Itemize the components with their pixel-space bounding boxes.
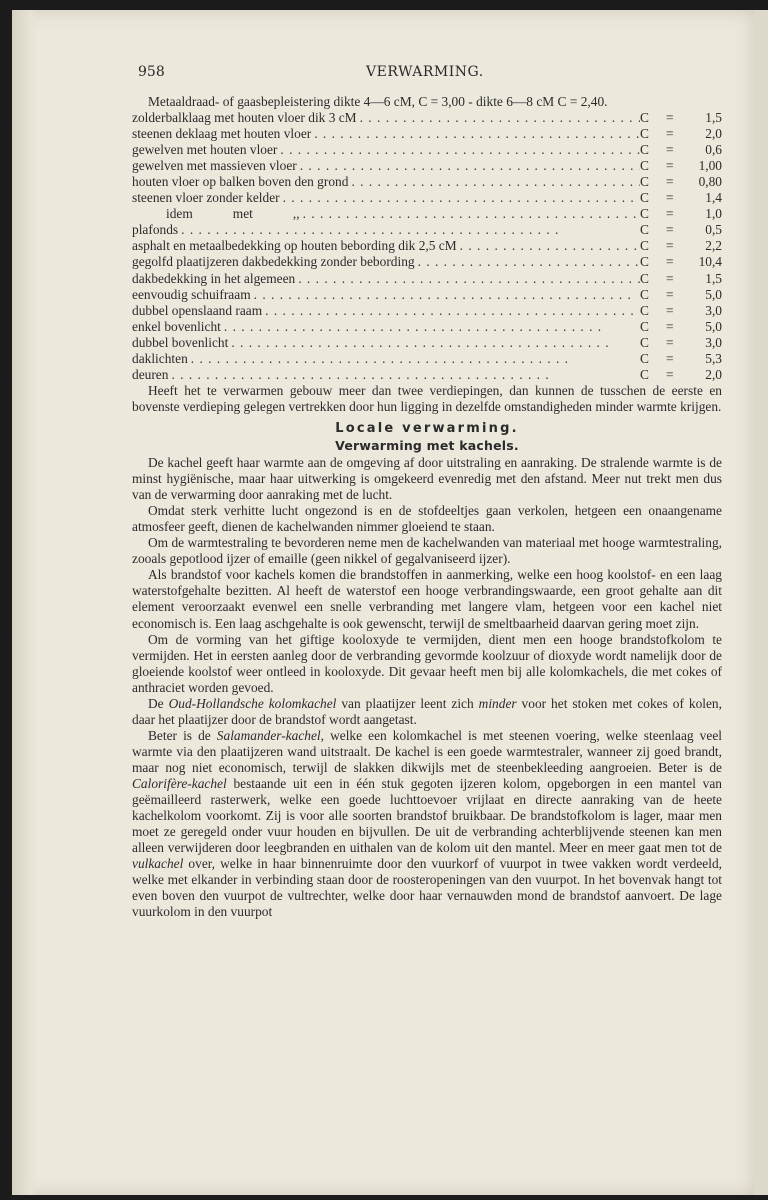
row-label: plafonds — [132, 222, 179, 238]
table-row: plafonds . . . C = 0,5 — [132, 222, 722, 238]
section-subtitle: Verwarming met kachels. — [335, 437, 519, 453]
row-value: 2,0 — [705, 366, 722, 382]
paragraph-after-table: Heeft het te verwarmen gebouw meer dan twee verdiepingen, dan kunnen de tusschen de eerste en bovenste verdieping gelegen vertrekken door hun ligging in dezelfde omstandigheden minder warmte krijgen. — [132, 382, 722, 414]
row-value: 0,6 — [705, 142, 722, 158]
row-value: 5,0 — [705, 318, 722, 334]
row-value: 0,5 — [705, 222, 722, 238]
table-row: enkel bovenlicht . . . C = 5,0 — [132, 319, 722, 335]
table-row: dubbel bovenlicht . . . C = 3,0 — [132, 335, 722, 351]
row-value: 2,2 — [705, 238, 722, 254]
row-value: 1,5 — [705, 270, 722, 286]
term-salamander-kachel: Salamander-kachel — [216, 727, 321, 743]
table-row: gewelven met massieven vloer . . . C = 1,00 — [132, 158, 722, 174]
row-label: dubbel bovenlicht — [132, 334, 229, 350]
term-minder: minder — [478, 695, 517, 711]
row-label: asphalt en metaalbedekking op houten bebording dik 2,5 cM — [132, 238, 457, 254]
table-row: idem met ,, . . . C = 1,0 — [132, 206, 722, 222]
row-value: 3,0 — [705, 334, 722, 350]
table-row: eenvoudig schuifraam . . . C = 5,0 — [132, 287, 722, 303]
row-value: 10,4 — [698, 254, 722, 270]
page-header — [138, 64, 728, 84]
row-label: idem met ,, — [166, 206, 300, 222]
paragraph: De Oud-Hollandsche kolomkachel van plaatijzer leent zich minder voor het stoken met cokes of kolen, daar het plaatijzer door de brandstof wordt aangetast. — [132, 695, 722, 727]
table-row: daklichten . . . C = 5,3 — [132, 351, 722, 367]
row-value: 0,80 — [698, 174, 722, 190]
coefficient-table — [132, 110, 722, 383]
row-value: 1,5 — [705, 110, 722, 126]
paragraph: Als brandstof voor kachels komen die brandstoffen in aanmerking, welke een hoog koolstof- en een laag waterstofgehalte bezitten. Al heeft de waterstof een hooge verbrandingswaarde, een groot gehalte aan dit element veroorzaakt evenwel een snelle verbranding met langere vlam, hetgeen voor een kachel niet economisch is. Een laag aschgehalte is ook gewenscht, terwijl de smeltbaarheid daarvan gering moet zijn. — [132, 567, 722, 631]
row-value: 5,0 — [705, 286, 722, 302]
row-label: deuren — [132, 366, 169, 382]
row-label: dubbel openslaand raam — [132, 302, 263, 318]
page-number: 958 — [138, 64, 165, 80]
row-label: steenen vloer zonder kelder — [132, 190, 280, 206]
table-row: dubbel openslaand raam . . . C = 3,0 — [132, 303, 722, 319]
adjacent-page-edge — [754, 10, 768, 1195]
page-gutter-shadow — [12, 10, 38, 1195]
row-label: steenen deklaag met houten vloer — [132, 126, 312, 142]
paragraph: De kachel geeft haar warmte aan de omgeving af door uitstraling en aanraking. De stralende warmte is de minst hygiënische, maar haar uitwerking is omgekeerd evenredig met den afstand. Meer nut trekt men dus van de verwarming door aanraking met de lucht. — [132, 455, 722, 503]
table-row: asphalt en metaalbedekking op houten bebording dik 2,5 cM . . . C = 2,2 — [132, 238, 722, 254]
row-value: 3,0 — [705, 302, 722, 318]
row-label: gewelven met houten vloer — [132, 142, 278, 158]
page-body — [132, 94, 722, 920]
term-calorifere-kachel: Calorifère-kachel — [132, 775, 227, 791]
intro-line: Metaaldraad- of gaasbepleistering dikte 4—6 cM, C = 3,00 - dikte 6—8 cM C = 2,40. — [148, 94, 608, 109]
row-label: houten vloer op balken boven den grond — [132, 174, 349, 190]
term-vulkachel: vulkachel — [132, 856, 184, 872]
table-row: zolderbalklaag met houten vloer dik 3 cM . . . C = 1,5 — [132, 110, 722, 126]
row-value: 2,0 — [705, 126, 722, 142]
row-value: 1,00 — [698, 158, 722, 174]
table-row: gewelven met houten vloer . . . C = 0,6 — [132, 142, 722, 158]
table-row: dakbedekking in het algemeen . . . C = 1,5 — [132, 271, 722, 287]
row-label: eenvoudig schuifraam — [132, 286, 251, 302]
row-label: enkel bovenlicht — [132, 318, 221, 334]
paragraph: Beter is de Salamander-kachel, welke een kolomkachel is met steenen voering, welke steenlaag veel warmte via den plaatijzeren wand uitstraalt. De kachel is een goede warmtestraler, wanneer zij goed brandt, maar nog niet economisch, terwijl de slakken dikwijls met de steenbekleeding aangroeien. Beter is de Calorifère-kachel bestaande uit een in één stuk gegoten ijzeren kolom, opgeborgen in een mantel van geëmailleerd rasterwerk, welke een goede luchttoevoer vrijlaat en directe aanraking van de heete kachelkolom voorkomt. Zij is voor alle soorten brandstof bruikbaar. De brandstofkolom is lager, maar men moet ze geregeld onder vuur houden en bijvullen. De uit de verbranding achterblijvende steenen kan men alleen verwijderen door leegbranden en uithalen van de kolom uit den mantel. Meer en meer gaat men tot de vulkachel over, welke in haar binnenruimte door den vuurkorf of vuurpot in twee vakken wordt verdeeld, welke met elkander in verbinding staan door de roosteropeningen van den vuurpot. In het bovenvak hangt tot even boven den vuurpot de vultrechter, welke door haar vernauwden mond de brandstof aanvoert. De lage vuurkolom in den vuurpot — [132, 727, 722, 920]
row-value: 1,0 — [705, 206, 722, 222]
row-label: daklichten — [132, 350, 188, 366]
row-value: 1,4 — [705, 190, 722, 206]
table-row: steenen deklaag met houten vloer . . . C = 2,0 — [132, 126, 722, 142]
row-label: gewelven met massieven vloer — [132, 158, 297, 174]
paragraph: Om de warmtestraling te bevorderen neme men de kachelwanden van materiaal met hooge warmtestraling, zooals gepotlood ijzer of emaille (geen nikkel of gegalvaniseerd ijzer). — [132, 535, 722, 567]
row-value: 5,3 — [705, 350, 722, 366]
term-oud-hollandsche-kolomkachel: Oud-Hollandsche kolomkachel — [168, 695, 337, 711]
paragraph: Om de vorming van het giftige kooloxyde te vermijden, dient men een hooge brandstofkolom te vermijden. Het in eersten aanleg door de verbranding gevormde koolzuur of dioxyde wordt namelijk door de gloeiende koolstof weer ontleed in kooloxyde. Dit gevaar heeft men bij alle kolomkachels, die met cokes of anthraciet worden gevoed. — [132, 631, 722, 695]
table-row: gegolfd plaatijzeren dakbedekking zonder bebording . . . C = 10,4 — [132, 254, 722, 270]
table-row: houten vloer op balken boven den grond . . . C = 0,80 — [132, 174, 722, 190]
running-head: VERWARMING. — [366, 64, 484, 80]
row-label: gegolfd plaatijzeren dakbedekking zonder bebording — [132, 254, 415, 270]
row-label: dakbedekking in het algemeen — [132, 270, 296, 286]
row-label: zolderbalklaag met houten vloer dik 3 cM — [132, 110, 357, 126]
section-title: Locale verwarming. — [335, 420, 519, 436]
paragraph: Omdat sterk verhitte lucht ongezond is en de stofdeeltjes gaan verkolen, hetgeen een onaangename atmosfeer geeft, dienen de kachelwanden nimmer gloeiend te staan. — [132, 503, 722, 535]
table-row: deuren . . . C = 2,0 — [132, 367, 722, 383]
table-row: steenen vloer zonder kelder . . . C = 1,4 — [132, 190, 722, 206]
